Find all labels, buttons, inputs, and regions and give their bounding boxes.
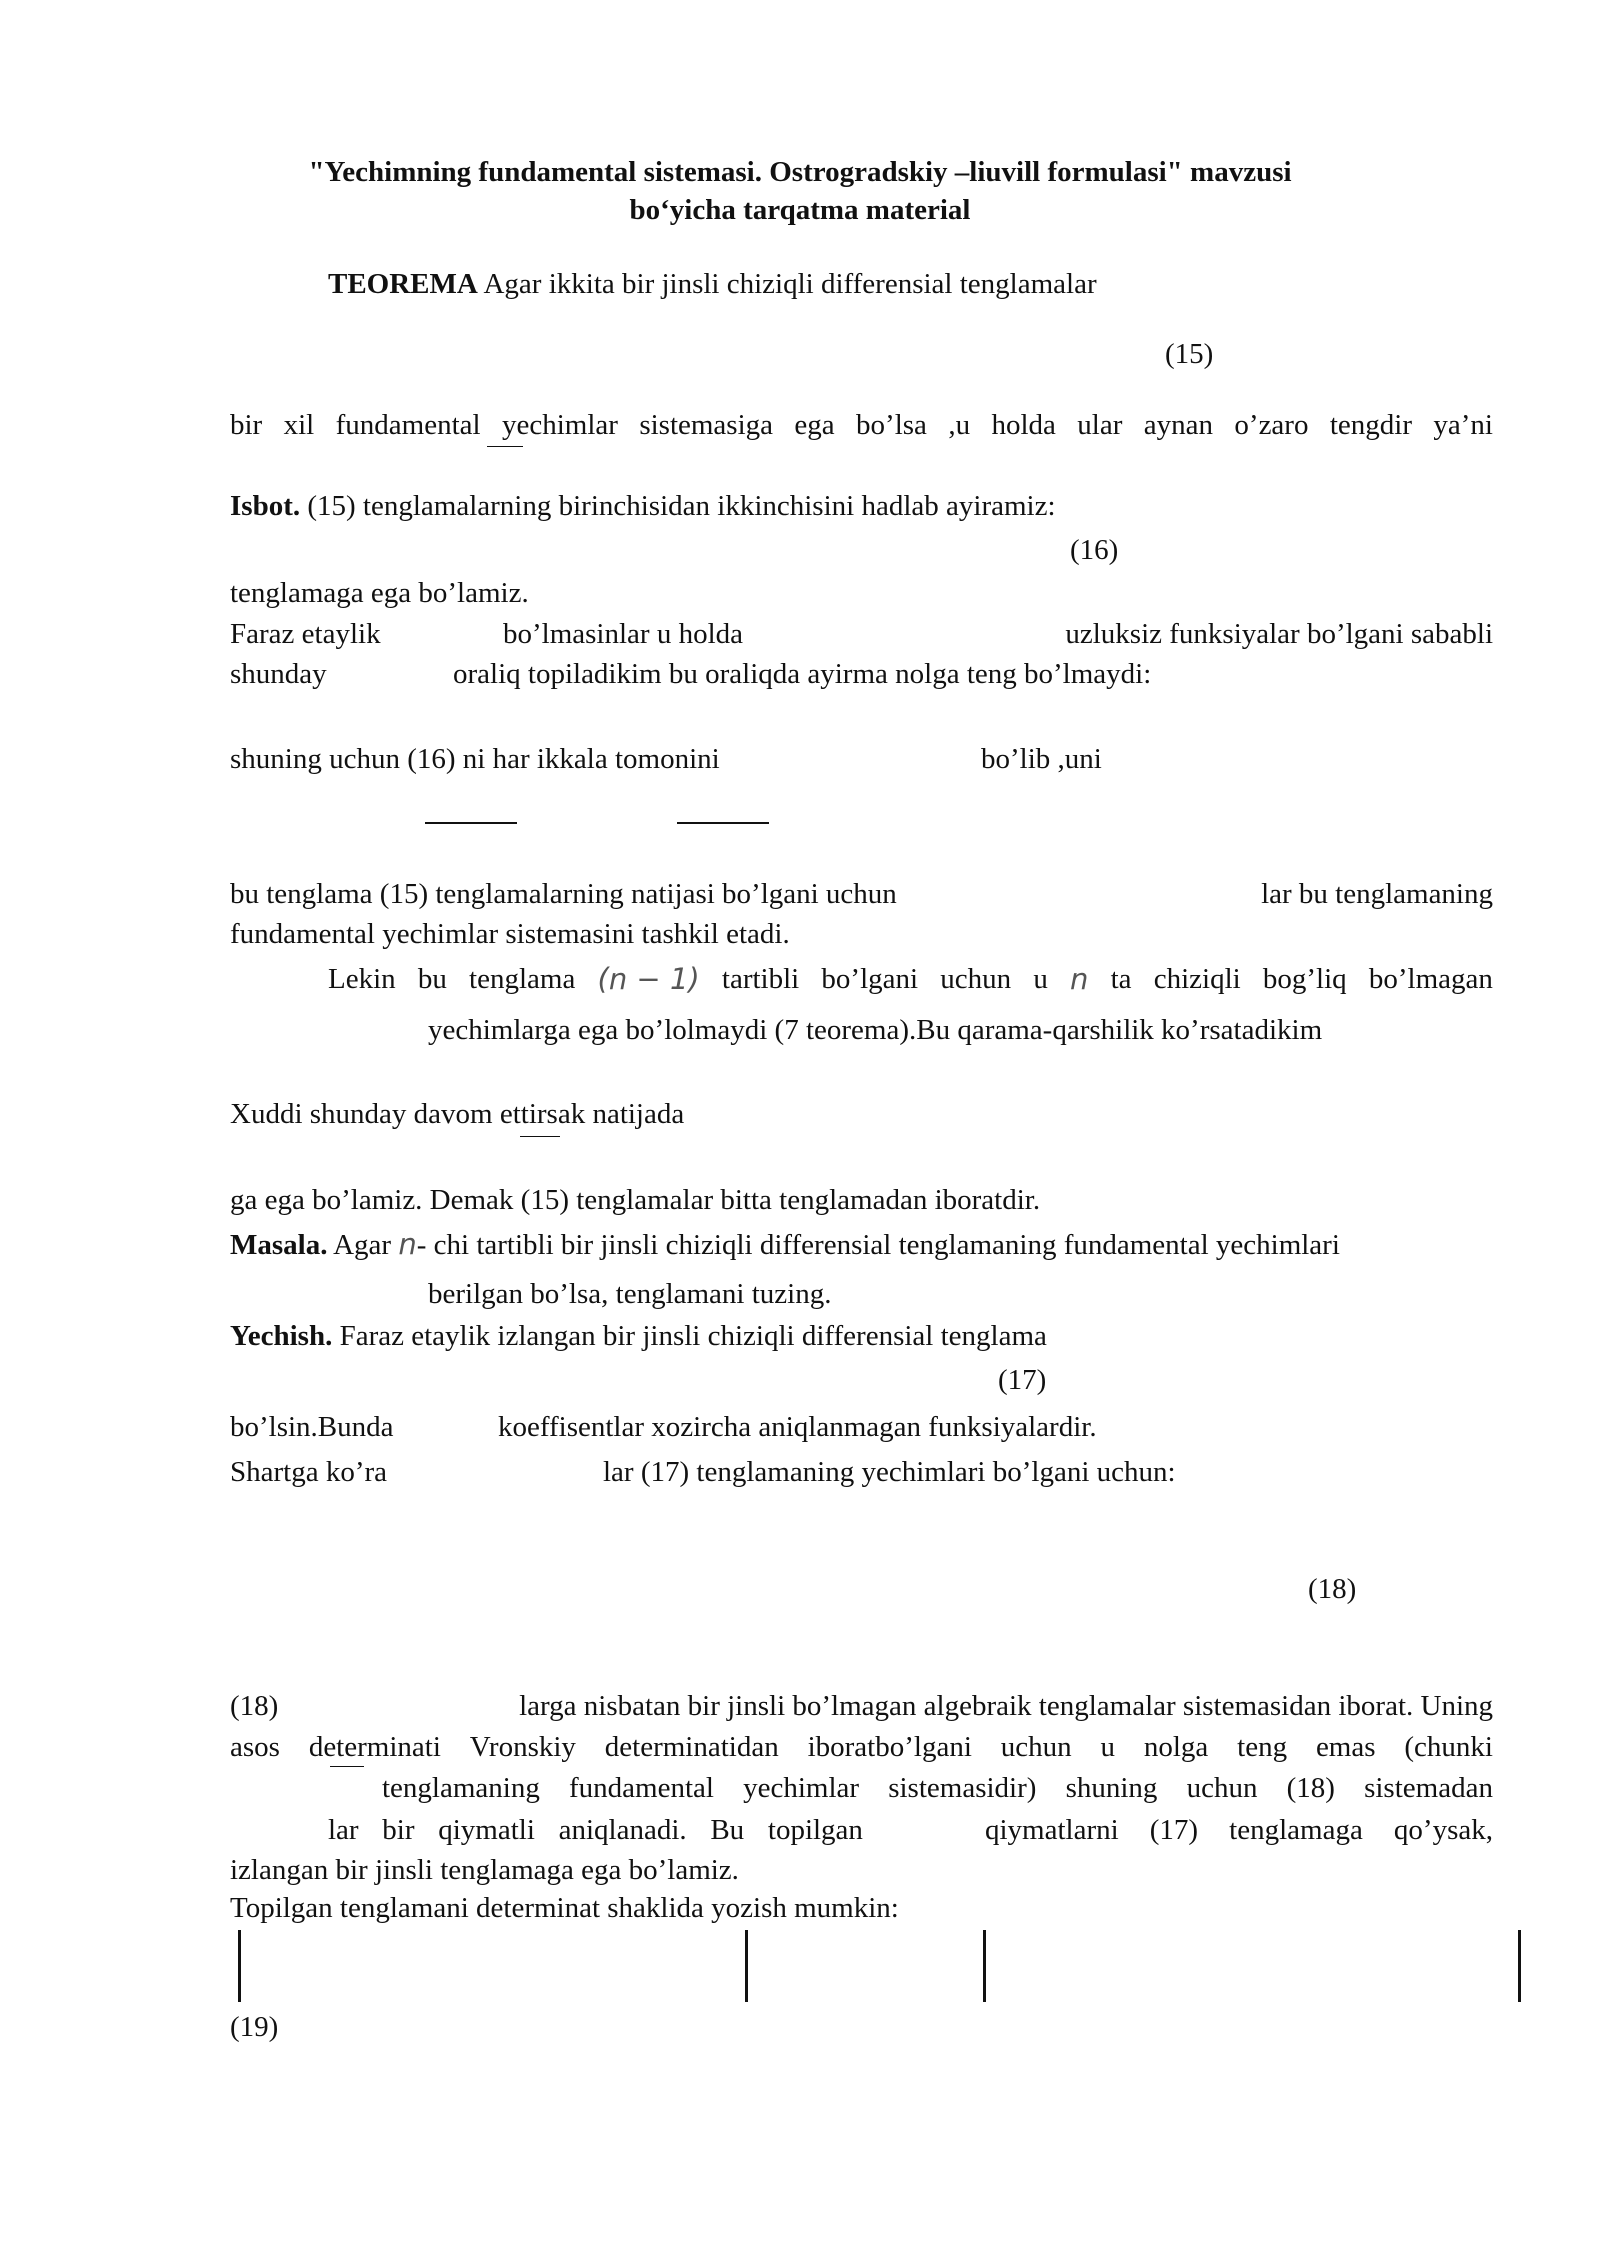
theorem-label: TEOREMA bbox=[328, 268, 478, 300]
proof-line-a: tenglamaga ega bo’lamiz. bbox=[230, 577, 529, 609]
proof-line-g: Lekin bu tenglama (n − 1) tartibli bo’lgani uchun u n ta chiziqli bog’liq bo’lmagan bbox=[328, 962, 1493, 996]
proof-line-b-3: uzluksiz funksiyalar bo’lgani sababli bbox=[1065, 618, 1493, 650]
proof-line-h: yechimlarga ega bo’lolmaydi (7 teorema).Bu qarama-qarshilik ko’rsatadikim bbox=[428, 1014, 1323, 1046]
solution-line-c-1: (18) bbox=[230, 1690, 279, 1722]
solution-paragraph: Yechish. Faraz etaylik izlangan bir jinsli chiziqli differensial tenglama bbox=[230, 1320, 1047, 1352]
equation-number-16: (16) bbox=[1070, 534, 1119, 566]
solution-line-b-2: lar (17) tenglamaning yechimlari bo’lgani uchun: bbox=[603, 1456, 1176, 1488]
proof-label: Isbot. bbox=[230, 490, 301, 522]
proof-paragraph bbox=[230, 492, 1056, 521]
title-line-1: "Yechimning fundamental sistemasi. Ostrogradskiy –liuvill formulasi" mavzusi bbox=[308, 156, 1292, 188]
problem-paragraph: Masala. Agar n- chi tartibli bir jinsli chiziqli differensial tenglamaning fundamental yechimlari bbox=[230, 1227, 1340, 1261]
solution-line-g: izlangan bir jinsli tenglamaga ega bo’lamiz. bbox=[230, 1854, 739, 1886]
n-symbol: n bbox=[1070, 962, 1089, 996]
proof-line-d-1: shuning uchun (16) ni har ikkala tomonini bbox=[230, 743, 720, 775]
formula-mark bbox=[487, 446, 523, 447]
solution-line-a-2: koeffisentlar xozircha aniqlanmagan funksiyalardir. bbox=[498, 1411, 1097, 1443]
solution-line-f-2: qiymatlarni (17) tenglamaga qo’ysak, bbox=[985, 1814, 1493, 1846]
fraction-bar-right bbox=[677, 822, 769, 824]
solution-line-c-2: larga nisbatan bir jinsli bo’lmagan algebraik tenglamalar sistemasidan iborat. Uning bbox=[519, 1690, 1493, 1722]
proof-line-b-2: bo’lmasinlar u holda bbox=[503, 618, 744, 650]
solution-line-f-1: lar bir qiymatli aniqlanadi. Bu topilgan bbox=[328, 1814, 863, 1846]
formula-mark bbox=[330, 1766, 364, 1767]
n-minus-1-symbol: (n − 1) bbox=[597, 962, 700, 996]
determinant-bar-1 bbox=[238, 1930, 241, 2002]
proof-line-j: ga ega bo’lamiz. Demak (15) tenglamalar bitta tenglamadan iboratdir. bbox=[230, 1184, 1041, 1216]
proof-line-e-2: lar bu tenglamaning bbox=[1261, 878, 1493, 910]
proof-line-e-1: bu tenglama (15) tenglamalarning natijasi bo’lgani uchun bbox=[230, 878, 897, 910]
proof-line-c-2: oraliq topiladikim bu oraliqda ayirma nolga teng bo’lmaydi: bbox=[453, 658, 1152, 690]
determinant-bar-3 bbox=[983, 1930, 986, 2002]
proof-line-f: fundamental yechimlar sistemasini tashkil etadi. bbox=[230, 918, 790, 950]
solution-line-e: tenglamaning fundamental yechimlar sistemasidir) shuning uchun (18) sistemadan bbox=[382, 1772, 1493, 1804]
solution-line-a-1: bo’lsin.Bunda bbox=[230, 1411, 394, 1443]
theorem-text: Agar ikkita bir jinsli chiziqli differensial tenglamalar bbox=[477, 268, 1097, 300]
solution-line-d: asos determinati Vronskiy determinatidan iboratbo’lgani uchun u nolga teng emas (chunki bbox=[230, 1731, 1493, 1763]
theorem-paragraph bbox=[328, 270, 1097, 299]
solution-line-b-1: Shartga ko’ra bbox=[230, 1456, 388, 1488]
proof-line-c-1: shunday bbox=[230, 658, 327, 690]
proof-text: (15) tenglamalarning birinchisidan ikkinchisini hadlab ayiramiz: bbox=[300, 490, 1056, 522]
equation-number-15: (15) bbox=[1165, 338, 1214, 370]
equation-number-18: (18) bbox=[1308, 1573, 1357, 1605]
solution-label: Yechish. bbox=[230, 1320, 333, 1352]
fraction-bar-left bbox=[425, 822, 517, 824]
title-line-2: bo‘yicha tarqatma material bbox=[629, 194, 971, 226]
problem-label: Masala. bbox=[230, 1229, 328, 1261]
solution-line-h: Topilgan tenglamani determinat shaklida yozish mumkin: bbox=[230, 1892, 899, 1924]
formula-mark bbox=[520, 1136, 560, 1137]
n-symbol: n bbox=[398, 1227, 417, 1261]
determinant-bar-2 bbox=[745, 1930, 748, 2002]
proof-line-d-2: bo’lib ,uni bbox=[981, 743, 1102, 775]
theorem-continuation: bir xil fundamental yechimlar sistemasiga ega bo’lsa ,u holda ular aynan o’zaro tengdir ya’ni bbox=[230, 409, 1493, 441]
equation-number-17: (17) bbox=[998, 1364, 1047, 1396]
equation-number-19: (19) bbox=[230, 2011, 279, 2043]
problem-line-2: berilgan bo’lsa, tenglamani tuzing. bbox=[428, 1278, 832, 1310]
proof-line-b-1: Faraz etaylik bbox=[230, 618, 381, 650]
determinant-bar-4 bbox=[1518, 1930, 1521, 2002]
proof-line-i: Xuddi shunday davom ettirsak natijada bbox=[230, 1098, 685, 1130]
